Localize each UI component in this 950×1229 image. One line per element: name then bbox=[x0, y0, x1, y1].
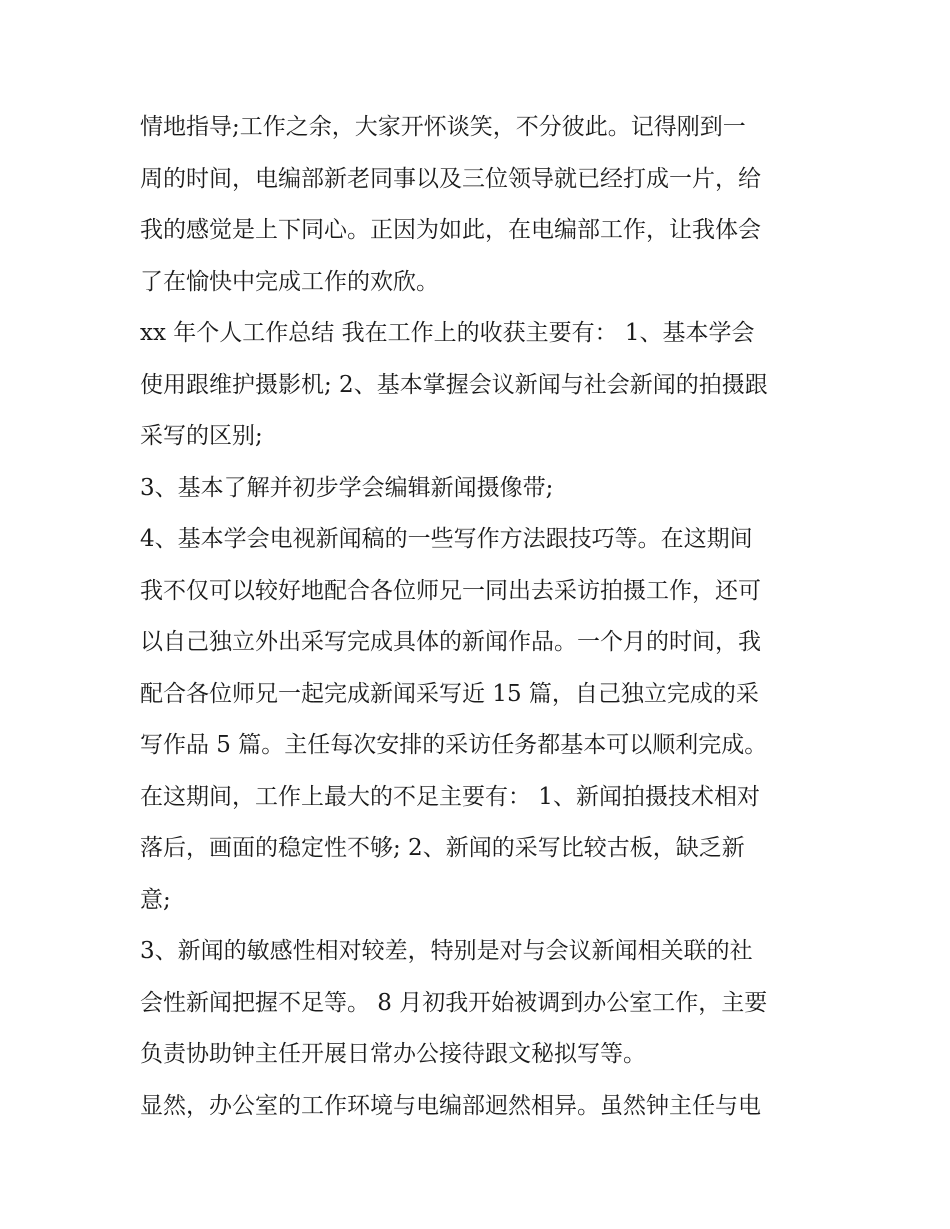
text-line: 负责协助钟主任开展日常办公接待跟文秘拟写等。 bbox=[140, 1041, 646, 1067]
text-line: 3、基本了解并初步学会编辑新闻摄像带; bbox=[140, 474, 554, 501]
text-line: 落后，画面的稳定性不够; 2、新闻的采写比较古板，缺乏新 bbox=[140, 835, 745, 861]
text-line: 显然，办公室的工作环境与电编部迥然相异。虽然钟主任与电 bbox=[140, 1092, 761, 1119]
text-line: xx 年个人工作总结 我在工作上的收获主要有： 1、基本学会 bbox=[140, 320, 755, 346]
text-line: 配合各位师兄一起完成新闻采写近 15 篇，自己独立完成的采 bbox=[140, 680, 759, 707]
text-line: 3、新闻的敏感性相对较差，特别是对与会议新闻相关联的社 bbox=[140, 938, 753, 964]
text-line: 写作品 5 篇。主任每次安排的采访任务都基本可以顺利完成。 bbox=[140, 732, 768, 758]
text-line: 会性新闻把握不足等。 8 月初我开始被调到办公室工作，主要 bbox=[140, 989, 768, 1016]
text-line: 4、基本学会电视新闻稿的一些写作方法跟技巧等。在这期间 bbox=[140, 526, 753, 552]
text-line: 在这期间，工作上最大的不足主要有： 1、新闻拍摄技术相对 bbox=[140, 783, 760, 810]
text-line: 情地指导;工作之余，大家开怀谈笑，不分彼此。记得刚到一 bbox=[140, 114, 746, 140]
document-body bbox=[140, 102, 820, 1132]
text-line: 我不仅可以较好地配合各位师兄一同出去采访拍摄工作，还可 bbox=[140, 577, 761, 604]
text-line: 意; bbox=[140, 886, 171, 913]
text-line: 了在愉快中完成工作的欢欣。 bbox=[140, 268, 439, 295]
text-line: 周的时间，电编部新老同事以及三位领导就已经打成一片，给 bbox=[140, 165, 761, 192]
text-line: 采写的区别; bbox=[140, 423, 263, 449]
text-line: 以自己独立外出采写完成具体的新闻作品。一个月的时间，我 bbox=[140, 629, 761, 655]
text-line: 我的感觉是上下同心。正因为如此，在电编部工作，让我体会 bbox=[140, 217, 761, 243]
text-line: 使用跟维护摄影机; 2、基本掌握会议新闻与社会新闻的拍摄跟 bbox=[140, 371, 768, 398]
